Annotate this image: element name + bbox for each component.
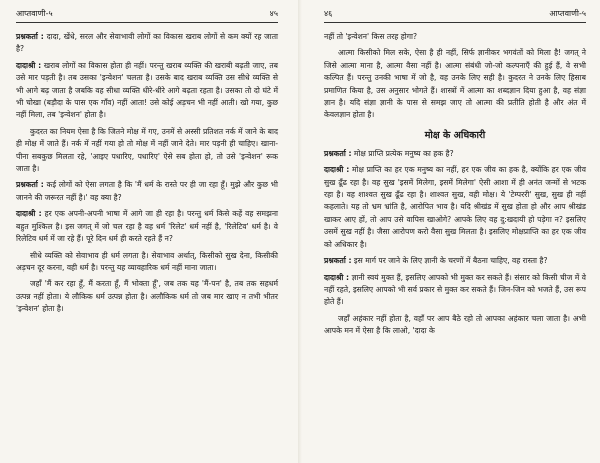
paragraph-text: जहाँ अहंकार नहीं होता है, वहाँ पर आप बैठे रहो तो आपका अहंकार चला जाता है। अभी आपके मन में ऐसा है कि लाओ, 'दादा के — [324, 313, 586, 336]
speaker-label: प्रश्नकर्ता : — [16, 32, 44, 41]
paragraph-text: कई लोगों को ऐसा लगता है कि 'मैं धर्म के रास्ते पर ही जा रहा हूँ। मुझे और कुछ भी जानने की जरूरत नहीं है।' वह क्या है? — [16, 180, 278, 202]
paragraph — [324, 255, 586, 267]
running-title: आप्तवाणी-५ — [549, 9, 586, 18]
paragraph — [16, 208, 278, 245]
speaker-label: दादाश्री : — [16, 209, 42, 219]
paragraph — [324, 31, 586, 43]
paragraph — [16, 179, 278, 204]
paragraph-text: दादा, खेंधे, सरल और सेवाभावी लोगों का विकास खराब लोगों से कम क्यों रह जाता है? — [16, 32, 278, 54]
speaker-label: दादाश्री : — [16, 60, 42, 70]
page-number: ४६ — [324, 9, 333, 18]
paragraph-text: जहाँ 'मैं कर रहा हूँ, मैं करता हूँ, मैं भोक्ता हूँ', जब तक यह 'मैं-पन' है, तब तक सहधर्म उत्पन्न नहीं होता। ये लौकिक धर्म उत्पन्न होता है। अलौकिक धर्म तो जब मार खाए न तभी भीतर 'इन्वेशन' होता है। — [16, 279, 278, 314]
paragraph — [324, 272, 586, 309]
paragraph — [324, 164, 586, 251]
left-page — [4, 0, 288, 463]
paragraph-text: ज्ञानी स्वयं मुक्त हैं, इसलिए आपको भी मुक्त कर सकते हैं। संसार को किसी चीज में वे नहीं रहते, इसलिए आपको भी सर्व प्रकार से मुक्त कर सकते हैं। जिन-जिन को भजते हैं, उस रूप होते हैं। — [324, 272, 586, 307]
left-page-header — [16, 8, 278, 23]
speaker-label: प्रश्नकर्ता : — [324, 256, 352, 266]
speaker-label: दादाश्री : — [324, 272, 350, 282]
paragraph-text: हर एक अपनी-अपनी भाषा में आगे जा ही रहा है। परन्तु धर्म किसे कहें वह समझना बहुत मुश्किल है। इस जगत् में जो चल रहा है वह धर्म 'रिलेट' धर्म नहीं है, 'रिलेटिव' धर्म है। वे रिलेटिव धर्म में जा रहे हैं। पूरे दिन धर्म ही करते रहते हैं न? — [16, 209, 278, 244]
speaker-label: दादाश्री : — [324, 165, 350, 175]
paragraph — [324, 148, 586, 160]
speaker-label: प्रश्नकर्ता : — [16, 180, 44, 190]
paragraph-text: इस मार्ग पर जाने के लिए ज्ञानी के चरणों में बैठना चाहिए, वह रास्ता है? — [353, 256, 548, 266]
paragraph — [324, 47, 586, 121]
paragraph — [16, 31, 278, 56]
paragraph — [16, 60, 278, 122]
chapter-title: मोक्ष के अधिकारी — [424, 129, 486, 141]
right-page — [312, 0, 596, 463]
paragraph-text: आत्मा किसीको मिल सके, ऐसा है ही नहीं, सिर्फ ज्ञानीकर भगवंतों को मिला है! जगत् ने जिसे आत्मा माना है, आत्मा वैसा नहीं है। आत्मा संबंधी जो-जो कल्पनाएँ की हुई हैं, वे सभी कल्पित हैं। परन्तु उनकी भाषा में जो है, वह उनके लिए सही है। कुदरत ने उनके लिए हिसाब प्रमाणित किया है, उस अनुसार भोगते हैं। शास्त्रों में आत्मा का शब्दज्ञान दिया हुआ है, वह संज्ञा ज्ञान है। यदि संज्ञा ज्ञानी के पास से समझ जाए तो आत्मा की प्रतीति होती है और अंत में केवलज्ञान होता है। — [324, 48, 586, 120]
paragraph-text: नहीं तो 'इन्वेशन' किस तरह होगा? — [324, 32, 418, 41]
paragraph-text: मोक्ष प्राप्ति प्रत्येक मनुष्य का हक है? — [353, 148, 454, 158]
running-title: आप्तवाणी-५ — [16, 9, 53, 18]
paragraph-text: खराब लोगों का विकास होता ही नहीं। परन्तु खराब व्यक्ति की खराबी बढ़ती जाए, तब उसे मार पड़ती है। तब उसका 'इन्वेशन' चलता है। उसके बाद खराब व्यक्ति उस सीधे व्यक्ति से भी आगे बढ़ जाता है जबकि वह सीधा व्यक्ति धीरे-धीरे आगे बढ़ता रहता है। उसका तो दो घंटे में भी चोखा (बड़ौदा के पास एक गाँव) नहीं आता! उसे कोई अड़चन भी नहीं आती। खो गया, कुछ नहीं मिला, तब 'इन्वेशन' होता है। — [16, 60, 278, 120]
paragraph-text: कुदरत का नियम ऐसा है कि जितने मोक्ष में गए, उनमें से अस्सी प्रतिशत नर्क में जाने के बाद ही मोक्ष में जाते हैं। नर्क में नहीं गया हो तो मोक्ष में नहीं जाने देते। मार पड़नी ही चाहिए। खाना-पीना सबकुछ मिलता रहे, 'आइए पधारिए, पधारिए' ऐसे सब होता हो, तो उसे 'इन्वेशन' रूक जाता है। — [16, 126, 278, 174]
paragraph — [16, 126, 278, 176]
right-page-header — [324, 8, 586, 23]
page-number: ४५ — [269, 9, 278, 18]
speaker-label: प्रश्नकर्ता : — [324, 148, 352, 158]
paragraph — [16, 278, 278, 315]
book-gutter — [298, 0, 302, 463]
paragraph-text: सीधे व्यक्ति को सेवाभाव ही धर्म लगता है। सेवाभाव अर्थात्, किसीको सुख देना, किसीकी अड़चन दूर करना, वही धर्म है। परन्तु यह व्यावहारिक धर्म नहीं माना जाता। — [16, 250, 278, 272]
paragraph — [324, 313, 586, 338]
paragraph — [16, 250, 278, 275]
paragraph-text: मोक्ष प्राप्ति का हर एक मनुष्य का नहीं, हर एक जीव का हक है, क्योंकि हर एक जीव सुख ढूँढ रहा है। वह सुख 'इसमें मिलेगा, इसमें मिलेगा' ऐसी आशा में ही अनंत जन्मों से भटक रहा है। वह शाश्वत सुख ढूँढ रहा है। शाश्वत सुख, वही मोक्ष। ये 'टेम्पररी' सुख, सुख ही नहीं कहलाते। यह तो भ्रम भ्रांति है, आरोपित भाव है। यदि श्रीखंड में सुख होता हो और आप श्रीखंड खाकर आए हों, तो आप उसे वापिस खाओगे? आपके लिए वह दु:खदायी हो पड़ेगा न? इसलिए उसमें सुख नहीं है। जैसा आरोपण करो वैसा सुख मिलता है। इसलिए मोक्षप्राप्ति का हर एक जीव को अधिकार है। — [324, 165, 586, 249]
